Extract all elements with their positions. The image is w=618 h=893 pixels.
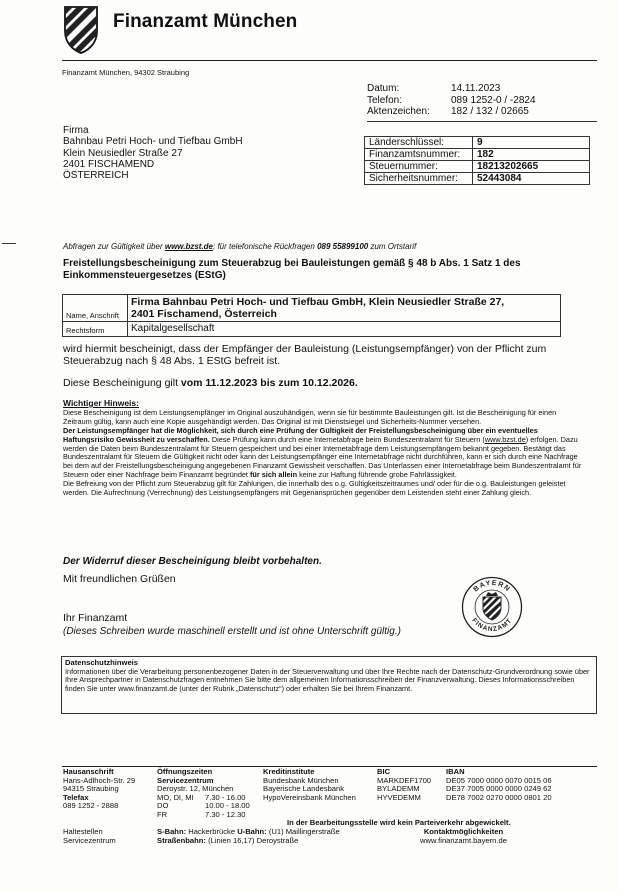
table-row: Sicherheitsnummer: 52443084 [365, 173, 590, 185]
recipient-address: Firma Bahnbau Petri Hoch- und Tiefbau GmbH Klein Neusiedler Straße 27 2401 FISCHAMEND ÖSTERREICH [63, 125, 243, 182]
validity-period: Diese Bescheinigung gilt vom 11.12.2023 bis zum 10.12.2026. [63, 377, 358, 389]
contact-link[interactable]: www.finanzamt.bayern.de [420, 835, 507, 845]
notes-paragraph: Diese Bescheinigung ist dem Leistungsempfänger im Original auszuhändigen, wenn sie für bestimmte Bauleistungen gilt. Ist die Bescheinigung für einen Zeitraum gültig, kann auch eine Kopie ausgehändigt werden. Das Original ist mit Dienstsiegel und Sicherheits-Nummer versehen. [63, 407, 557, 426]
recipient-table [62, 294, 561, 337]
important-notes [63, 399, 583, 498]
signature-office: Ihr Finanzamt [63, 612, 128, 624]
table-row: Finanzamtsnummer: 182 [365, 149, 590, 161]
revocation-note: Der Widerruf dieser Bescheinigung bleibt vorbehalten. [63, 556, 322, 567]
footer-transit: S-Bahn: Hackerbrücke U-Bahn: (U1) Maillingerstraße Straßenbahn: (Linien 16,17) Deroystraße [157, 827, 340, 845]
table-row: Name, Anschrift Firma Bahnbau Petri Hoch- und Tiefbau GmbH, Klein Neusiedler Straße 27, 2401 Fischamend, Österreich [63, 295, 561, 322]
notes-heading: Wichtiger Hinweis: [63, 398, 139, 408]
official-seal-icon [461, 576, 523, 638]
hotline-number: 089 55899100 [317, 242, 369, 251]
tax-id-table [364, 136, 590, 185]
bavarian-coat-of-arms-icon [63, 5, 99, 54]
footer-opening-hours: Öffnungszeiten Servicezentrum Deroystr. 12, München MO, DI, MI 7.30 - 16.00 DO 10.00 - 18.00 FR 7.30 - 12.30 [157, 767, 250, 819]
table-row: Länderschlüssel: 9 [365, 137, 590, 149]
svg-text:FINANZAMT: FINANZAMT [470, 617, 514, 634]
document-title: Freistellungsbescheinigung zum Steuerabzug bei Bauleistungen gemäß § 48 b Abs. 1 Satz 1 des Einkommensteuergesetzes (EStG) [63, 258, 521, 281]
footer-house-address: Hausanschrift Hans-Adlhoch-Str. 29 94315 Straubing Telefax 089 1252 - 2888 [63, 767, 136, 811]
table-row: Steuernummer: 18213202665 [365, 161, 590, 173]
footer-no-visitors-note: In der Bearbeitungsstelle wird kein Parteiverkehr abgewickelt. [287, 818, 511, 827]
footer-stops-label: Haltestellen Servicezentrum [63, 827, 116, 845]
machine-generated-note: (Dieses Schreiben wurde maschinell erstellt und ist ohne Unterschrift gültig.) [63, 626, 401, 637]
table-row: Rechtsform Kapitalgesellschaft [63, 322, 561, 337]
phone-row: Telefon: 089 1252-0 / -2824 [367, 94, 536, 106]
footer-iban: IBAN DE05 7000 0000 0070 0015 06 DE37 7005 0000 0000 0249 62 DE78 7002 0270 0000 0801 20 [446, 767, 552, 802]
header-rule [62, 60, 597, 61]
exemption-statement: wird hiermit bescheinigt, dass der Empfänger der Bauleistung (Leistungsempfänger) von der Pflicht zum Steuerabzug nach § 48 Abs. 1 EStG befreit ist. [63, 343, 547, 367]
fold-mark [2, 243, 16, 244]
footer-bic: BIC MARKDEF1700 BYLADEMM HYVEDEMM [377, 767, 432, 802]
footer-rule [62, 766, 597, 767]
privacy-heading: Datenschutzhinweis [65, 658, 138, 667]
notes-paragraph: Der Leistungsempfänger hat die Möglichkeit, sich durch eine Prüfung der Gültigkeit der Freistellungsbescheinigung über ein eventuelles Haftungsrisiko Gewissheit zu verschaffen. Diese Prüfung kann durch eine Internetabfrage beim Bundeszentralamt für Steuern (www.bzst.de) erfolgen. Dazu werden die Daten beim Bundeszentralamt für Steuern gespeichert und bei einer Internetabfrage dem Leistungsempfängern bekannt gegeben. Bestätigt das Bundeszentralamt für Steuern die Gültigkeit nicht oder kann der Leistungsempfänger eine Internetabfrage nicht durchführen, kann er sich durch eine Nachfrage bei dem auf der Freistellungsbescheinigung angegebenen Finanzamt Gewissheit verschaffen. Das Unterlassen einer Internetabfrage beim Bundeszentralamt für Steuern oder einer Nachfrage beim Finanzamt begründet für sich allein keine zur Haftung führende grobe Fahrlässigkeit. [63, 425, 582, 480]
footer-banks: Kreditinstitute Bundesbank München Bayerische Landesbank HypoVereinsbank München [263, 767, 356, 802]
file-number-row: Aktenzeichen: 182 / 132 / 02665 [367, 106, 529, 117]
office-name: Finanzamt München [113, 11, 298, 32]
svg-text:BAYERN: BAYERN [472, 579, 512, 594]
date-info-block [367, 83, 581, 118]
bzst-link[interactable]: www.bzst.de [164, 242, 213, 251]
date-row: Datum: 14.11.2023 [367, 83, 501, 94]
privacy-text: Informationen über die Verarbeitung personenbezogener Daten in der Steuerverwaltung und über Ihre Rechte nach der Datenschutz-Grundverordnung sowie über Ihre Ansprechpartner in Datenschutzfragen entnehmen Sie bitte dem allgemeinen Informationsschreiben der Finanzverwaltung. Dieses Informationsschreiben finden Sie unter www.finanzamt.de (unter der Rubrik „Datenschutz“) oder erhalten Sie bei Ihrem Finanzamt. [65, 666, 590, 694]
footer-contact: Kontaktmöglichkeiten www.finanzamt.bayern.de [420, 827, 507, 845]
validity-check-note: Abfragen zur Gültigkeit über www.bzst.de; für telefonische Rückfragen 089 55899100 zum Ortstarif [63, 242, 417, 251]
notes-paragraph: Die Befreiung von der Pflicht zum Steuerabzug gilt für Zahlungen, die innerhalb des o.g. Gültigkeitszeitraumes und/ oder für die o.g. Bauleistungen geleistet werden. Die Aufrechnung (Verrechnung) des Leistungsempfängers mit Gegenansprüchen gegenüber dem Leistenden steht einer Zahlung gleich. [63, 479, 566, 498]
bzst-link[interactable]: www.bzst.de [484, 434, 526, 444]
privacy-notice [61, 656, 597, 714]
greeting: Mit freundlichen Grüßen [63, 573, 176, 585]
sender-line: Finanzamt München, 94302 Straubing [62, 68, 190, 77]
datebox-rule [367, 121, 597, 122]
